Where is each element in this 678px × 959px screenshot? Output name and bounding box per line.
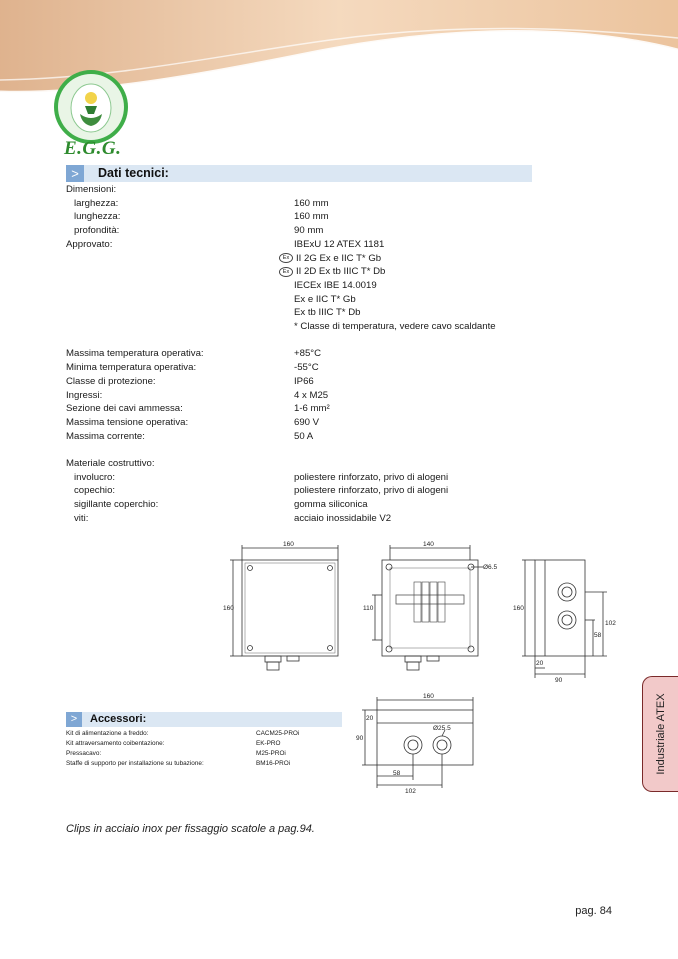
spec-value-text: * Classe di temperatura, vedere cavo scaldante — [294, 321, 496, 332]
spec-label: Classe di protezione: — [66, 375, 156, 387]
spec-label: Ingressi: — [66, 389, 103, 401]
clips-note: Clips in acciaio inox per fissaggio scatole a pag.94. — [66, 823, 315, 835]
page-number: pag. 84 — [575, 905, 612, 917]
arrow-icon: > — [66, 165, 84, 182]
category-tab-label: Industriale ATEX — [655, 693, 667, 775]
spec-value — [294, 320, 496, 333]
spec-label: copechio: — [74, 485, 116, 497]
spec-value-text: II 2G Ex e IIC T* Gb — [296, 252, 382, 264]
brand-name: E.G.G. — [64, 138, 122, 159]
spec-value — [294, 512, 391, 525]
spec-value — [294, 306, 360, 319]
accessori-code: BM16-PROi — [256, 760, 291, 767]
ex-atex-icon: Ex — [279, 267, 293, 277]
spec-value-text: poliestere rinforzato, privo di alogeni — [294, 485, 449, 497]
accessori-code: CACM25-PROi — [256, 730, 300, 737]
spec-value — [294, 416, 319, 429]
spec-value-text: Ex e IIC T* Gb — [294, 293, 356, 305]
spec-label: Minima temperatura operativa: — [66, 362, 197, 374]
spec-label: profondità: — [74, 225, 120, 237]
spec-value-text: gomma siliconica — [294, 499, 368, 511]
egg-logo-icon — [52, 68, 130, 146]
spec-value-text: poliestere rinforzato, privo di alogeni — [294, 471, 449, 483]
spec-value-text: IECEx IBE 14.0019 — [294, 279, 377, 291]
accessori-title: Accessori: — [90, 713, 147, 725]
spec-value — [294, 210, 329, 223]
spec-label: larghezza: — [74, 197, 119, 209]
spec-value-text: 4 x M25 — [294, 389, 329, 401]
spec-label: lunghezza: — [74, 211, 121, 223]
spec-value — [294, 279, 377, 292]
spec-label: viti: — [74, 512, 89, 524]
dim-bottom-58: 58 — [393, 770, 401, 777]
accessori-code: M25-PROi — [256, 750, 286, 757]
spec-value — [294, 224, 323, 237]
dim-side-20: 20 — [536, 660, 544, 667]
spec-label: Approvato: — [66, 238, 113, 250]
spec-label: Massima corrente: — [66, 430, 145, 442]
spec-value — [294, 498, 368, 511]
accessori-label: Kit di alimentazione a freddo: — [66, 730, 149, 737]
accessori-label: Staffe di supporto per installazione su tubazione: — [66, 760, 204, 767]
dim-inner-width: 140 — [423, 541, 434, 548]
spec-label: Sezione dei cavi ammessa: — [66, 403, 183, 415]
spec-label: Materiale costruttivo: — [66, 458, 155, 469]
spec-value-text: IP66 — [294, 375, 314, 387]
spec-value-text: 50 A — [294, 430, 314, 442]
spec-label: Massima tensione operativa: — [66, 416, 189, 428]
accessori-label: Pressacavo: — [66, 750, 102, 757]
spec-value — [294, 361, 319, 374]
accessori-code: EK-PRO — [256, 740, 281, 747]
dim-hole: Ø6.5 — [483, 564, 498, 571]
spec-value — [294, 375, 314, 388]
spec-value — [294, 293, 356, 306]
spec-label: Dimensioni: — [66, 184, 117, 195]
spec-value-text: IBExU 12 ATEX 1181 — [294, 238, 385, 250]
spec-value — [294, 197, 329, 210]
ex-atex-icon: Ex — [279, 253, 293, 263]
dim-bottom-hole: Ø25.5 — [433, 725, 451, 732]
dim-side-90: 90 — [555, 677, 563, 684]
spec-value — [282, 265, 386, 278]
section-title: Dati tecnici: — [98, 166, 169, 180]
spec-value-text: acciaio inossidabile V2 — [294, 512, 392, 524]
spec-value-text: 1-6 mm² — [294, 403, 330, 415]
spec-value-text: Ex tb IIIC T* Db — [294, 307, 361, 319]
spec-value-text: -55°C — [294, 362, 319, 374]
dim-side-58: 58 — [594, 632, 602, 639]
spec-value-text: 690 V — [294, 416, 320, 428]
spec-value-text: II 2D Ex tb IIIC T* Db — [296, 266, 386, 278]
arrow-icon: > — [66, 712, 82, 727]
spec-label: involucro: — [74, 471, 116, 483]
dim-side-102: 102 — [605, 620, 616, 627]
spec-value-text: 90 mm — [294, 225, 324, 237]
spec-value — [294, 484, 448, 497]
dim-side-height: 160 — [513, 605, 524, 612]
spec-value — [294, 389, 328, 402]
dim-bottom-20: 20 — [366, 715, 374, 722]
spec-value — [294, 238, 384, 251]
dim-bottom-width: 160 — [423, 693, 434, 700]
category-tab — [642, 676, 678, 792]
spec-value — [294, 347, 321, 360]
spec-value-text: 160 mm — [294, 211, 329, 223]
spec-label: sigillante coperchio: — [74, 499, 159, 511]
spec-value — [294, 402, 330, 415]
spec-value — [294, 430, 313, 443]
dim-front-height: 160 — [223, 605, 234, 612]
spec-label: Massima temperatura operativa: — [66, 348, 204, 360]
dim-bottom-90: 90 — [356, 735, 364, 742]
spec-value — [282, 252, 382, 265]
accessori-label: Kit attraversamento coibentazione: — [66, 740, 165, 747]
dim-bottom-102: 102 — [405, 788, 416, 795]
spec-value — [294, 471, 448, 484]
spec-value-text: 160 mm — [294, 197, 329, 209]
dim-inner-height: 110 — [363, 605, 374, 612]
dim-front-width: 160 — [283, 541, 294, 548]
spec-value-text: +85°C — [294, 348, 322, 360]
